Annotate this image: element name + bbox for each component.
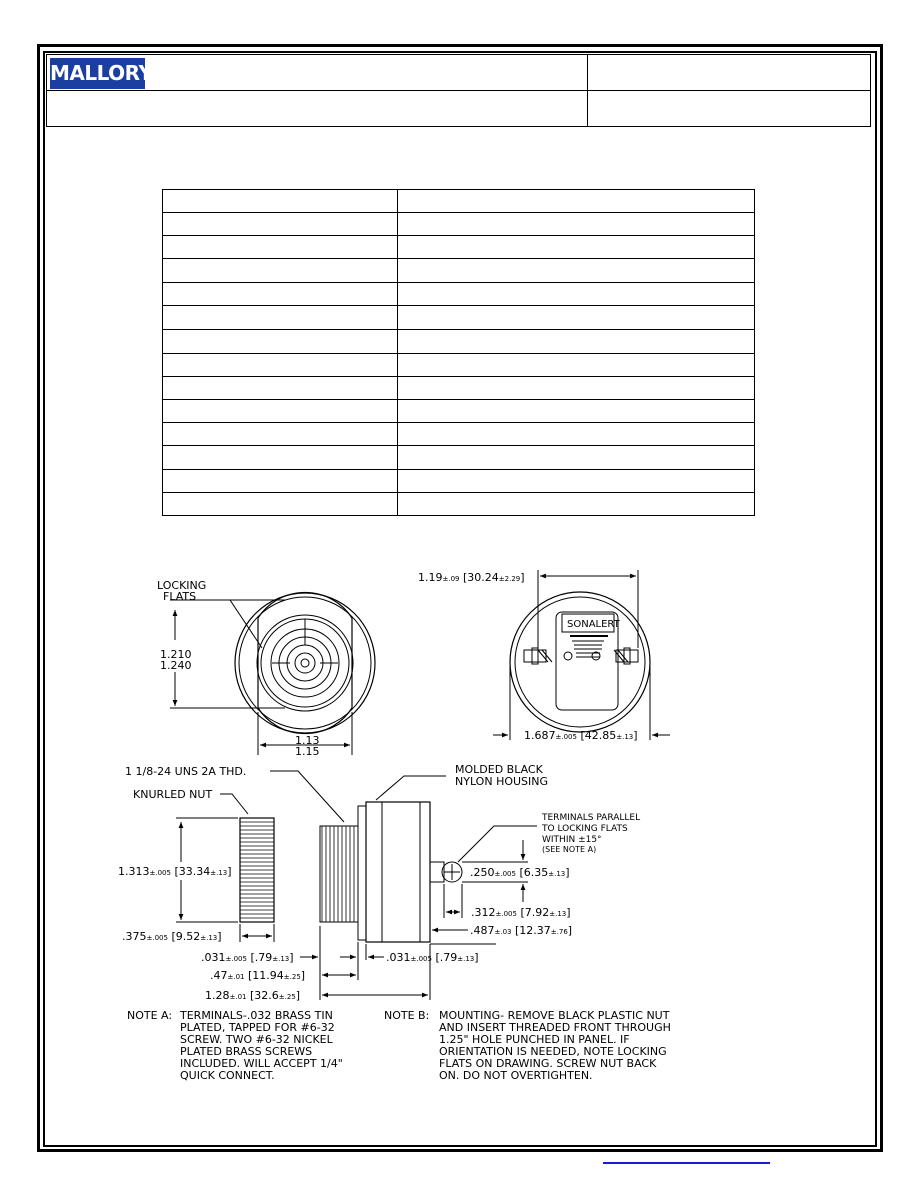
rear-span-metric-tol: ±2.29 <box>498 575 521 583</box>
knurled-nut-label: KNURLED NUT <box>133 788 213 801</box>
note-a-label: NOTE A: <box>127 1009 173 1022</box>
nut-width-value: .375 <box>122 930 147 943</box>
terminal-length-tol: ±.005 <box>495 910 517 918</box>
terminal-height-metric: [6.35 <box>519 866 549 879</box>
terminal-position-tol: ±.03 <box>494 928 512 936</box>
front-width-min: 1.13 <box>295 734 320 747</box>
flange-b-tol: ±.005 <box>410 955 432 963</box>
rear-span-tol: ±.09 <box>442 575 460 583</box>
notes <box>127 1009 671 1082</box>
note-a-line: PLATED BRASS SCREWS <box>180 1045 313 1058</box>
svg-text:1.687±.005 [42.85±.13] <box>524 729 638 742</box>
note-b-line: 1.25" HOLE PUNCHED IN PANEL. IF <box>439 1033 630 1046</box>
flange-a-close: ] <box>289 951 294 964</box>
svg-text:.031±.005 [.79±.13] <box>386 951 479 964</box>
rear-view <box>493 570 670 740</box>
front-view <box>170 592 375 755</box>
svg-text:.250±.005 [6.35±.13] <box>470 866 570 879</box>
rear-dia-metric-tol: ±.13 <box>616 733 634 741</box>
nut-width-close: ] <box>217 930 222 943</box>
molded-label-1: MOLDED BLACK <box>455 763 543 776</box>
footer-link-underline[interactable] <box>603 1162 770 1164</box>
note-a-line: QUICK CONNECT. <box>180 1069 275 1082</box>
svg-text:1.19±.09 [30.24±2.29] <box>418 571 525 584</box>
svg-text:1.28±.01 [32.6±.25] <box>205 989 300 1002</box>
sonalert-brand-text: SONALERT <box>567 619 620 630</box>
terminal-height-value: .250 <box>470 866 495 879</box>
nut-dia-tol: ±.005 <box>149 869 171 877</box>
nut-dia-close: ] <box>227 865 232 878</box>
note-b-line: ON. DO NOT OVERTIGHTEN. <box>439 1069 593 1082</box>
terminal-position-value: .487 <box>470 924 495 937</box>
rear-span-value: 1.19 <box>418 571 443 584</box>
rear-span-close: ] <box>520 571 525 584</box>
terminals-note-1: TERMINALS PARALLEL <box>542 813 641 823</box>
note-a-line: SCREW. TWO #6-32 NICKEL <box>180 1033 333 1046</box>
overall-length-metric: [32.6 <box>250 989 279 1002</box>
nut-dia-metric-tol: ±.13 <box>210 869 228 877</box>
nut-width-metric-tol: ±.13 <box>200 934 218 942</box>
svg-text:.487±.03 [12.37±.76] <box>470 924 572 937</box>
svg-text:1.313±.005 [33.34±.13] <box>118 865 232 878</box>
note-b-line: FLATS ON DRAWING. SCREW NUT BACK <box>439 1057 657 1070</box>
nut-width-metric: [9.52 <box>171 930 201 943</box>
flange-a-metric-tol: ±.13 <box>272 955 290 963</box>
nut-dia-value: 1.313 <box>118 865 150 878</box>
note-a-line: PLATED, TAPPED FOR #6-32 <box>180 1021 335 1034</box>
note-a-line: INCLUDED. WILL ACCEPT 1/4" <box>180 1057 343 1070</box>
note-b-line: MOUNTING- REMOVE BLACK PLASTIC NUT <box>439 1009 670 1022</box>
flange-a-value: .031 <box>201 951 226 964</box>
flange-b-metric-tol: ±.13 <box>457 955 475 963</box>
note-b-label: NOTE B: <box>384 1009 430 1022</box>
terminal-height-metric-tol: ±.13 <box>548 870 566 878</box>
flange-a-tol: ±.005 <box>225 955 247 963</box>
overall-length-metric-tol: ±.25 <box>278 993 296 1001</box>
note-b-line: ORIENTATION IS NEEDED, NOTE LOCKING <box>439 1045 667 1058</box>
flange-b-metric: [.79 <box>435 951 458 964</box>
terminal-length-metric: [7.92 <box>520 906 550 919</box>
svg-text:.47±.01 [11.94±.25] <box>210 969 305 982</box>
overall-length-value: 1.28 <box>205 989 230 1002</box>
thread-length-metric: [11.94 <box>248 969 284 982</box>
rear-dia-metric: [42.85 <box>580 729 617 742</box>
rear-span-metric: [30.24 <box>463 571 499 584</box>
overall-length-close: ] <box>295 989 301 1002</box>
overall-length-tol: ±.01 <box>229 993 247 1001</box>
note-b-line: AND INSERT THREADED FRONT THROUGH <box>439 1021 671 1034</box>
molded-label-2: NYLON HOUSING <box>455 775 549 788</box>
terminal-length-close: ] <box>566 906 571 919</box>
rear-dia-tol: ±.005 <box>555 733 577 741</box>
terminal-height-tol: ±.005 <box>494 870 516 878</box>
thread-length-tol: ±.01 <box>227 973 245 981</box>
flange-a-metric: [.79 <box>250 951 273 964</box>
rear-dia-close: ] <box>633 729 638 742</box>
thread-label: 1 1/8-24 UNS 2A THD. <box>125 765 247 778</box>
front-height-min: 1.210 <box>160 648 192 661</box>
front-width-max: 1.15 <box>295 745 320 758</box>
terminal-height-close: ] <box>565 866 570 879</box>
terminal-position-close: ] <box>567 924 573 937</box>
flange-b-close: ] <box>474 951 479 964</box>
terminal-length-value: .312 <box>471 906 496 919</box>
terminal-position-metric-tol: ±.76 <box>550 928 568 936</box>
terminal-position-metric: [12.37 <box>515 924 551 937</box>
terminal-length-metric-tol: ±.13 <box>549 910 567 918</box>
front-height-max: 1.240 <box>160 659 192 672</box>
terminals-note-4: (SEE NOTE A) <box>542 845 597 854</box>
terminals-note-2: TO LOCKING FLATS <box>542 824 628 834</box>
svg-text:.312±.005 [7.92±.13] <box>471 906 571 919</box>
terminals-note-3: WITHIN ±15° <box>542 835 602 845</box>
nut-width-tol: ±.005 <box>146 934 168 942</box>
svg-text:.031±.005 [.79±.13] <box>201 951 294 964</box>
flange-b-value: .031 <box>386 951 411 964</box>
thread-length-metric-tol: ±.25 <box>283 973 301 981</box>
rear-dia-value: 1.687 <box>524 729 556 742</box>
thread-length-close: ] <box>300 969 306 982</box>
note-a-line: TERMINALS-.032 BRASS TIN <box>180 1009 333 1022</box>
side-view <box>176 771 537 1000</box>
thread-length-value: .47 <box>210 969 228 982</box>
nut-dia-metric: [33.34 <box>174 865 211 878</box>
flats-label: FLATS <box>163 590 197 603</box>
mallory-logo: MALLORY <box>50 58 145 89</box>
locking-label: LOCKING <box>157 579 207 592</box>
svg-text:.375±.005 [9.52±.13] <box>122 930 222 943</box>
